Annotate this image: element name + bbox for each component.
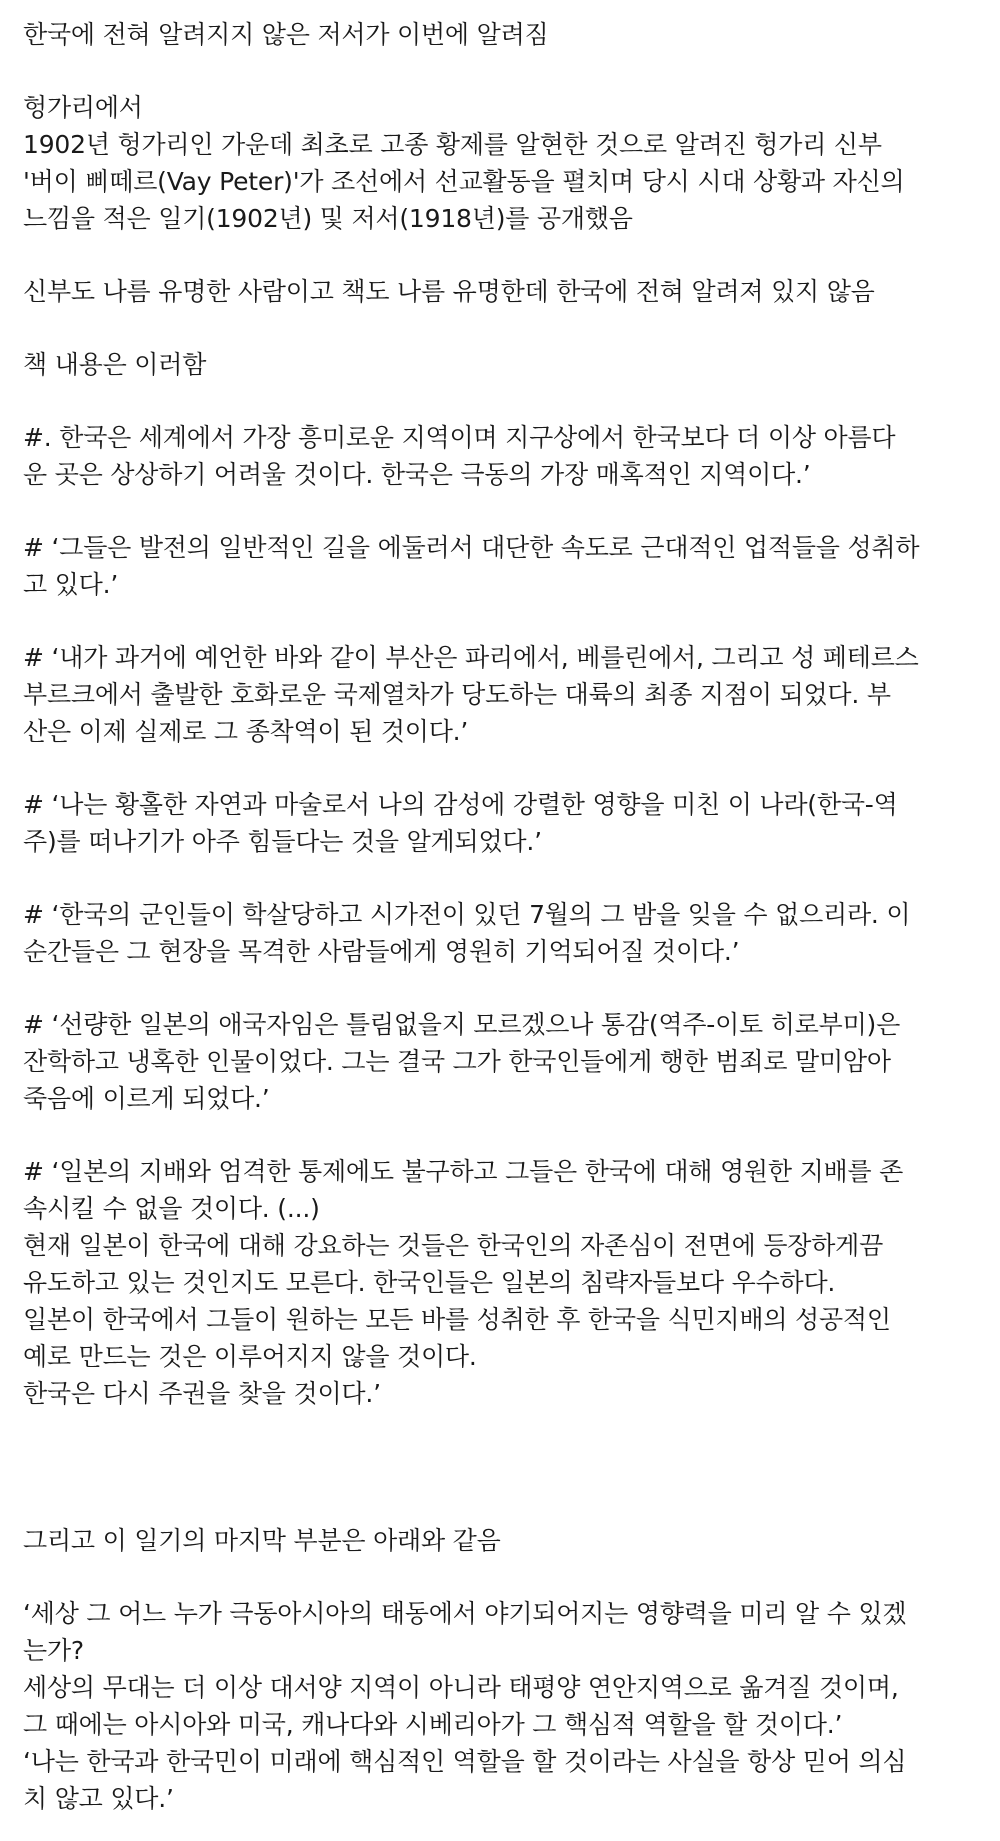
spacer (23, 310, 1000, 346)
quote-5: # ‘한국의 군인들이 학살당하고 시가전이 있던 7월의 그 밤을 잊을 수 없으리라. 이 순간들은 그 현장을 목격한 사람들에게 영원히 기억되어질 것이다.’ (23, 900, 911, 966)
note-paragraph: 신부도 나름 유명한 사람이고 책도 나름 유명한데 한국에 전혀 알려져 있지 않음 (23, 277, 875, 306)
intro-paragraph: 헝가리에서 1902년 헝가리인 가운데 최초로 고종 황제를 알현한 것으로 알려진 헝가리 신부 '버이 삐떼르(Vay Peter)'가 조선에서 선교활동을 펼치며 당시 시대 상황과 자신의 느낌을 적은 일기(1902년) 및 저서(1918년)를 공개했음 (23, 93, 905, 233)
spacer (23, 1117, 1000, 1153)
quote-1: #. 한국은 세계에서 가장 흥미로운 지역이며 지구상에서 한국보다 더 이상 아름다 운 곳은 상상하기 어려울 것이다. 한국은 극동의 가장 매혹적인 지역이다.’ (23, 423, 896, 489)
spacer (23, 237, 1000, 273)
post-title: 한국에 전혀 알려지지 않은 저서가 이번에 알려짐 (23, 20, 549, 49)
spacer (23, 750, 1000, 786)
quote-4: # ‘나는 황홀한 자연과 마술로서 나의 감성에 강렬한 영향을 미친 이 나라(한국-역 주)를 떠나기가 아주 힘들다는 것을 알게되었다.’ (23, 790, 898, 856)
spacer (23, 603, 1000, 639)
quote-3: # ‘내가 과거에 예언한 바와 같이 부산은 파리에서, 베를린에서, 그리고 성 페테르스 부르크에서 출발한 호화로운 국제열차가 당도하는 대륙의 최종 지점이 되었다. 부 산은 이제 실제로 그 종착역이 된 것이다.’ (23, 643, 919, 746)
quote-2: # ‘그들은 발전의 일반적인 길을 에둘러서 대단한 속도로 근대적인 업적들을 성취하 고 있다.’ (23, 533, 920, 599)
spacer (23, 1412, 1000, 1522)
content-intro: 책 내용은 이러함 (23, 350, 207, 379)
quote-6: # ‘선량한 일본의 애국자임은 틀림없을지 모르겠으나 통감(역주-이토 히로부미)은 잔학하고 냉혹한 인물이었다. 그는 결국 그가 한국인들에게 행한 범죄로 말미암아 죽음에 이르게 되었다.’ (23, 1010, 901, 1113)
spacer (23, 53, 1000, 89)
spacer (23, 860, 1000, 896)
ending-quote: ‘세상 그 어느 누가 극동아시아의 태동에서 야기되어지는 영향력을 미리 알 수 있겠 는가? 세상의 무대는 더 이상 대서양 지역이 아니라 태평양 연안지역으로 옮겨질 것이며, 그 때에는 아시아와 미국, 캐나다와 시베리아가 그 핵심적 역할을 할 것이다.’ ‘나는 한국과 한국민이 미래에 핵심적인 역할을 할 것이라는 사실을 항상 믿어 의심 치 않고 있다.’ (23, 1599, 907, 1813)
spacer (23, 383, 1000, 419)
spacer (23, 493, 1000, 529)
spacer (23, 970, 1000, 1006)
spacer (23, 1559, 1000, 1595)
quote-7: # ‘일본의 지배와 엄격한 통제에도 불구하고 그들은 한국에 대해 영원한 지배를 존 속시킬 수 없을 것이다. (...) 현재 일본이 한국에 대해 강요하는 것들은 한국인의 자존심이 전면에 등장하게끔 유도하고 있는 것인지도 모른다. 한국인들은 일본의 침략자들보다 우수하다. 일본이 한국에서 그들이 원하는 모든 바를 성취한 후 한국을 식민지배의 성공적인 예로 만드는 것은 이루어지지 않을 것이다. 한국은 다시 주권을 찾을 것이다.’ (23, 1157, 904, 1408)
ending-intro: 그리고 이 일기의 마지막 부분은 아래와 같음 (23, 1526, 501, 1555)
